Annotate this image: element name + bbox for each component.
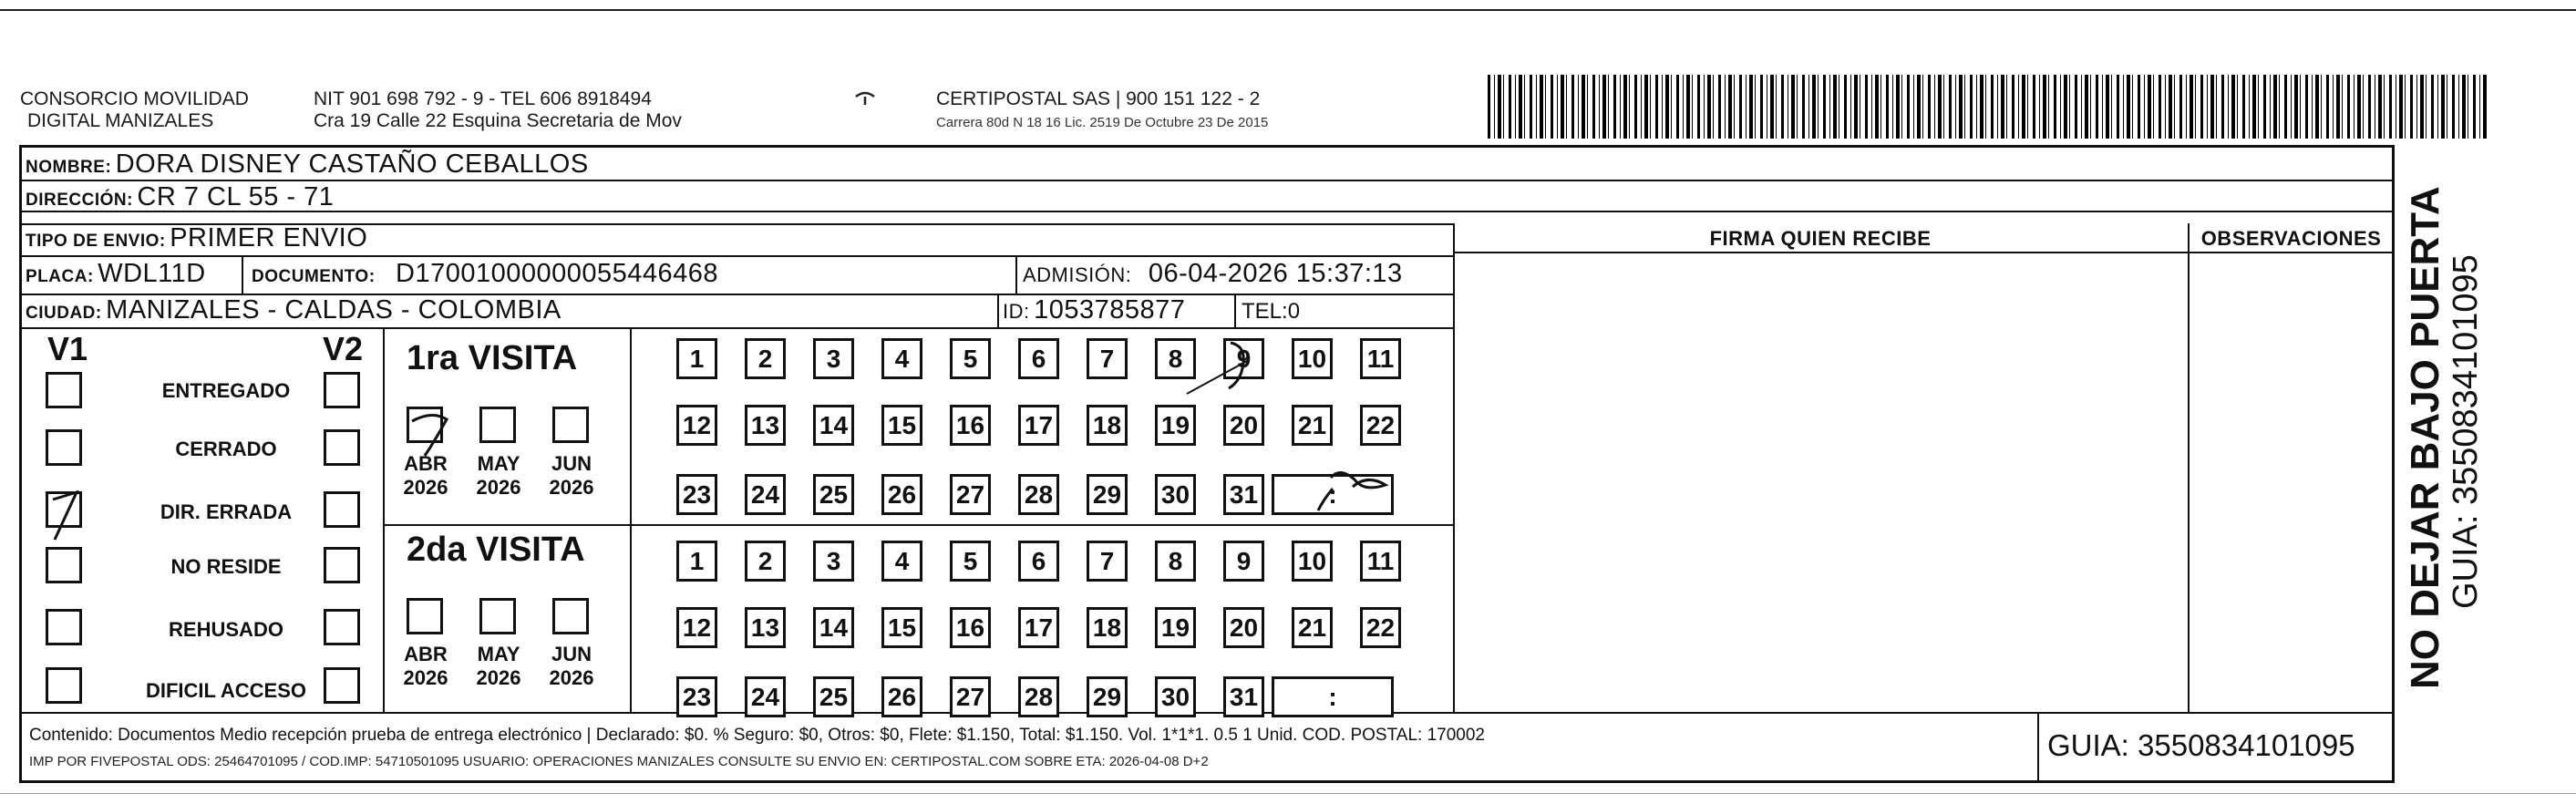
second-visit-day-16[interactable]: 16 <box>950 607 991 648</box>
first-visit-day-31[interactable]: 31 <box>1223 474 1264 515</box>
v1-header: V1 <box>47 330 88 367</box>
reason-no-reside: NO RESIDE <box>170 555 282 578</box>
second-visit-day-14[interactable]: 14 <box>813 607 854 648</box>
first-visit-day-16[interactable]: 16 <box>950 405 991 446</box>
side-warning: NO DEJAR BAJO PUERTA <box>2403 186 2447 689</box>
second-visit-day-5[interactable]: 5 <box>950 541 991 582</box>
time-scribble-mark <box>1318 472 1386 510</box>
tel-label: TEL: <box>1242 299 1288 324</box>
reason-dir-errada: DIR. ERRADA <box>160 500 293 523</box>
second-visit-day-18[interactable]: 18 <box>1087 607 1128 648</box>
firma-header: FIRMA QUIEN RECIBE <box>1709 227 1932 250</box>
tipo-envio-value: PRIMER ENVIO <box>170 223 368 253</box>
second-visit-day-11[interactable]: 11 <box>1360 541 1401 582</box>
first-visit-day-26[interactable]: 26 <box>881 474 922 515</box>
second-visit-day-20[interactable]: 20 <box>1223 607 1264 648</box>
second-visit-day-25[interactable]: 25 <box>813 676 854 717</box>
first-visit-day-15[interactable]: 15 <box>881 405 922 446</box>
first-visit-month-jun: JUN 2026 <box>549 452 594 499</box>
second-visit-day-24[interactable]: 24 <box>745 676 786 717</box>
second-visit-day-26[interactable]: 26 <box>881 676 922 717</box>
first-visit-day-24[interactable]: 24 <box>745 474 786 515</box>
ciudad-label: CIUDAD: <box>26 304 102 323</box>
ciudad-value: MANIZALES - CALDAS - COLOMBIA <box>106 295 562 325</box>
address-line: Cra 19 Calle 22 Esquina Secretaria de Mov <box>314 110 682 131</box>
direccion-value: CR 7 CL 55 - 71 <box>137 182 335 211</box>
second-visit-day-28[interactable]: 28 <box>1018 676 1059 717</box>
tel-value: 0 <box>1287 299 1301 324</box>
second-visit-month-abr: ABR 2026 <box>403 643 448 689</box>
second-visit-day-9[interactable]: 9 <box>1223 541 1264 582</box>
second-visit-day-13[interactable]: 13 <box>745 607 786 648</box>
admision-label: ADMISIÓN: <box>1023 263 1132 286</box>
first-visit-day-27[interactable]: 27 <box>950 474 991 515</box>
first-visit-day-2[interactable]: 2 <box>745 338 786 379</box>
nombre-label: NOMBRE: <box>26 158 112 177</box>
certipostal-line2: Carrera 80d N 18 16 Lic. 2519 De Octubre 23 De 2015 <box>936 115 1269 130</box>
first-visit-time-field[interactable]: : <box>1272 474 1394 515</box>
first-visit-day-17[interactable]: 17 <box>1018 405 1059 446</box>
nit-line: NIT 901 698 792 - 9 - TEL 606 8918494 <box>314 88 652 109</box>
certipostal-line1: CERTIPOSTAL SAS | 900 151 122 - 2 <box>936 88 1261 109</box>
first-visit-day-4[interactable]: 4 <box>881 338 922 379</box>
first-visit-month-may: MAY 2026 <box>476 452 521 499</box>
admision-value: 06-04-2026 15:37:13 <box>1148 259 1403 288</box>
documento-value: D17001000000055446468 <box>396 259 719 288</box>
first-visit-day-29[interactable]: 29 <box>1087 474 1128 515</box>
first-visit-day-28[interactable]: 28 <box>1018 474 1059 515</box>
first-visit-day-1[interactable]: 1 <box>676 338 717 379</box>
first-visit-day-30[interactable]: 30 <box>1155 474 1196 515</box>
second-visit-day-4[interactable]: 4 <box>881 541 922 582</box>
first-visit-label: 1ra VISITA <box>407 339 578 377</box>
first-visit-day-22[interactable]: 22 <box>1360 405 1401 446</box>
company-name-line2: DIGITAL MANIZALES <box>27 110 214 131</box>
second-visit-day-29[interactable]: 29 <box>1087 676 1128 717</box>
reason-cerrado: CERRADO <box>175 438 277 460</box>
second-visit-day-27[interactable]: 27 <box>950 676 991 717</box>
second-visit-day-15[interactable]: 15 <box>881 607 922 648</box>
first-visit-day-11[interactable]: 11 <box>1360 338 1401 379</box>
day-9-check-mark <box>1229 343 1243 388</box>
first-visit-day-12[interactable]: 12 <box>676 405 717 446</box>
side-guia: GUIA: 3550834101095 <box>2447 254 2485 609</box>
second-visit-day-2[interactable]: 2 <box>745 541 786 582</box>
reason-dificil-acceso: DIFICIL ACCESO <box>145 679 306 702</box>
first-visit-month-abr: ABR 2026 <box>403 452 448 499</box>
second-visit-day-17[interactable]: 17 <box>1018 607 1059 648</box>
first-visit-day-20[interactable]: 20 <box>1223 405 1264 446</box>
first-visit-day-21[interactable]: 21 <box>1292 405 1333 446</box>
first-visit-day-19[interactable]: 19 <box>1155 405 1196 446</box>
first-visit-day-6[interactable]: 6 <box>1018 338 1059 379</box>
second-visit-day-19[interactable]: 19 <box>1155 607 1196 648</box>
second-visit-day-8[interactable]: 8 <box>1155 541 1196 582</box>
second-visit-day-12[interactable]: 12 <box>676 607 717 648</box>
first-visit-day-23[interactable]: 23 <box>676 474 717 515</box>
placa-value: WDL11D <box>98 259 206 288</box>
footer-contenido: Contenido: Documentos Medio recepción prueba de entrega electrónico | Declarado: $0. % Seguro: $0, Otros: $0, Flete: $1.150, Total: $1.150. Vol. 1*1*1. 0.5 1 Unid. COD. POSTAL: 170002 <box>29 726 1485 745</box>
footer-guia: GUIA: 3550834101095 <box>2047 728 2355 762</box>
second-visit-day-23[interactable]: 23 <box>676 676 717 717</box>
reason-entregado: ENTREGADO <box>161 379 291 402</box>
tipo-envio-label: TIPO DE ENVIO: <box>26 232 166 251</box>
second-visit-month-may: MAY 2026 <box>476 643 521 689</box>
v2-header: V2 <box>323 330 364 367</box>
first-visit-day-8[interactable]: 8 <box>1155 338 1196 379</box>
reason-rehusado: REHUSADO <box>169 618 283 641</box>
first-visit-day-7[interactable]: 7 <box>1087 338 1128 379</box>
first-visit-day-9[interactable]: 9 <box>1223 338 1264 379</box>
second-visit-day-10[interactable]: 10 <box>1292 541 1333 582</box>
id-label: ID: <box>1003 300 1030 323</box>
first-visit-day-10[interactable]: 10 <box>1292 338 1333 379</box>
second-visit-day-7[interactable]: 7 <box>1087 541 1128 582</box>
second-visit-day-6[interactable]: 6 <box>1018 541 1059 582</box>
second-visit-day-31[interactable]: 31 <box>1223 676 1264 717</box>
second-visit-day-1[interactable]: 1 <box>676 541 717 582</box>
second-visit-day-22[interactable]: 22 <box>1360 607 1401 648</box>
company-name-line1: CONSORCIO MOVILIDAD <box>20 88 249 109</box>
first-visit-day-3[interactable]: 3 <box>813 338 854 379</box>
second-visit-time-field[interactable]: : <box>1272 676 1394 717</box>
second-visit-day-3[interactable]: 3 <box>813 541 854 582</box>
footer-imp: IMP POR FIVEPOSTAL ODS: 25464701095 / COD.IMP: 54710501095 USUARIO: OPERACIONES MANIZALES CONSULTE SU ENVIO EN: CERTIPOSTAL.COM SOBRE ETA: 2026-04-08 D+2 <box>29 754 1209 769</box>
month-abr-check-mark <box>412 415 447 456</box>
documento-label: DOCUMENTO: <box>252 267 376 286</box>
second-visit-label: 2da VISITA <box>407 531 585 569</box>
second-visit-day-30[interactable]: 30 <box>1155 676 1196 717</box>
observaciones-header: OBSERVACIONES <box>2200 227 2382 250</box>
first-visit-day-5[interactable]: 5 <box>950 338 991 379</box>
direccion-label: DIRECCIÓN: <box>26 191 133 210</box>
dir-errada-check-mark <box>53 492 77 540</box>
id-value: 1053785877 <box>1034 295 1186 325</box>
bottom-rule <box>0 793 2576 794</box>
first-visit-day-18[interactable]: 18 <box>1087 405 1128 446</box>
first-visit-day-13[interactable]: 13 <box>745 405 786 446</box>
second-visit-month-jun: JUN 2026 <box>549 643 594 689</box>
placa-label: PLACA: <box>26 267 94 286</box>
nombre-value: DORA DISNEY CASTAÑO CEBALLOS <box>115 149 589 179</box>
first-visit-day-14[interactable]: 14 <box>813 405 854 446</box>
second-visit-day-21[interactable]: 21 <box>1292 607 1333 648</box>
first-visit-day-25[interactable]: 25 <box>813 474 854 515</box>
